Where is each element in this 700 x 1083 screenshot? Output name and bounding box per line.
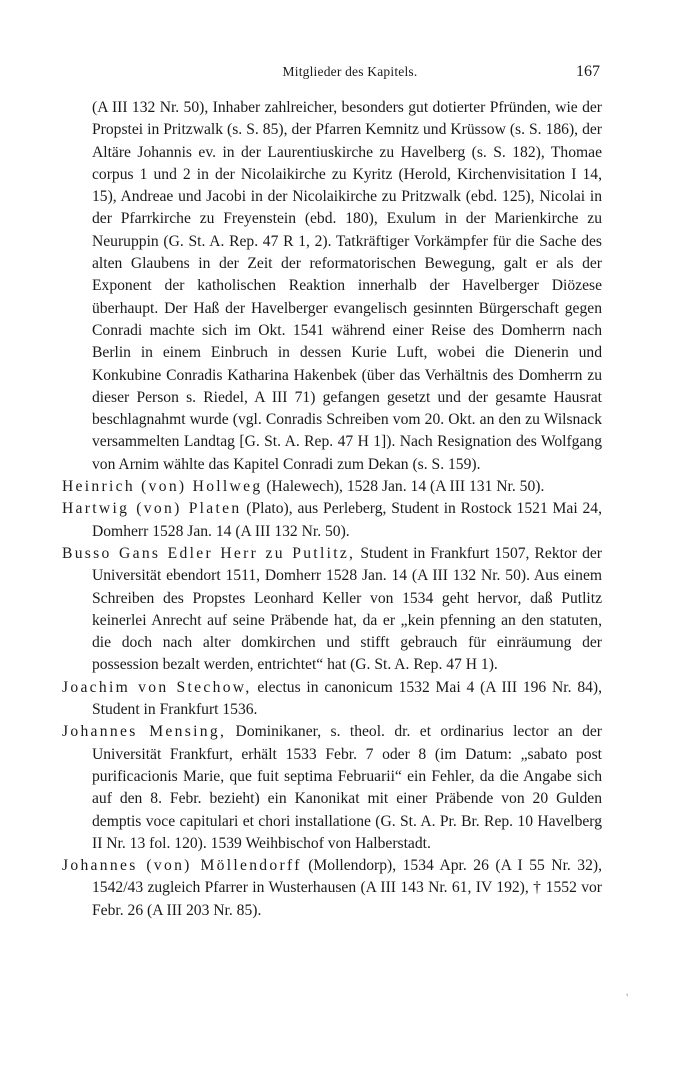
entry-text: Dominikaner, s. theol. dr. et ordinarius lector an der Universität Frankfurt, erhält 1533 Febr. 7 oder 8 (im Datum: „sabato post purificacionis Marie, que fuit septima Februarii“ ein Fehler, da die Angabe sich auf den 8. Febr. bezieht) ein Kanonikat mit einer Präbende von 20 Gulden demptis voce capitulari et chori installatione (G. St. A. Pr. Br. Rep. 10 Havelberg II Nr. 13 fol. 120). 1539 Weihbischof von Halberstadt. — [92, 723, 602, 852]
entry-name: Heinrich (von) Hollweg — [62, 478, 263, 496]
page-body — [62, 97, 602, 922]
entry-text: (Plato), aus Perleberg, Student in Rostock 1521 Mai 24, Domherr 1528 Jan. 14 (A III 132 Nr. 50). — [92, 500, 602, 540]
entry-text: (Halewech), 1528 Jan. 14 (A III 131 Nr. 50). — [262, 478, 545, 496]
entry-platen — [62, 498, 602, 543]
entry-name: Hartwig (von) Platen — [62, 500, 242, 518]
entry-putlitz — [62, 543, 602, 677]
pencil-mark-icon: ′ — [624, 991, 633, 1004]
entry-text: Student in Frankfurt 1507, Rektor der Universität ebendort 1511, Domherr 1528 Jan. 14 (A III 132 Nr. 50). Aus einem Schreiben des Propstes Leonhard Keller von 1534 geht hervor, daß Putlitz keinerlei Anrecht auf seine Präbende hat, da er „kein pfenning an den statuten, die doch nach alter domkirchen und stifft gebrauch für einräumung der possession bezalt werden, entrichtet“ hat (G. St. A. Rep. 47 H 1). — [92, 544, 602, 674]
entry-name: Johannes Mensing, — [62, 723, 227, 741]
page-header — [0, 64, 700, 84]
entry-stechow — [62, 677, 602, 722]
entry-name: Joachim von Stechow, — [62, 678, 252, 696]
page-number: 167 — [576, 63, 600, 80]
running-title: Mitglieder des Kapitels. — [282, 64, 418, 79]
entry-mensing — [62, 721, 602, 855]
entry-text: (Mollendorp), 1534 Apr. 26 (A I 55 Nr. 32), 1542/43 zugleich Pfarrer in Wusterhausen (A III 143 Nr. 61, IV 192), † 1552 vor Febr. 26 (A III 203 Nr. 85). — [92, 857, 602, 919]
entry-text: electus in canonicum 1532 Mai 4 (A III 196 Nr. 84), Student in Frankfurt 1536. — [92, 678, 602, 719]
entry-moellendorff — [62, 855, 602, 922]
entry-hollweg — [62, 476, 602, 498]
entry-name: Busso Gans Edler Herr zu Putlitz, — [62, 544, 356, 562]
entry-name: Johannes (von) Möllendorff — [62, 857, 302, 875]
continued-entry-text: (A III 132 Nr. 50), Inhaber zahlreicher, besonders gut dotierter Pfründen, wie der Propstei in Pritzwalk (s. S. 85), der Pfarren Kemnitz und Krüssow (s. S. 186), der Altäre Johannis ev. in der Laurentiuskirche zu Havelberg (s. S. 182), Thomae corpus 1 und 2 in der Nicolaikirche zu Kyritz (Herold, Kirchenvisitation I 14, 15), Andreae und Jacobi in der Nicolaikirche zu Pritzwalk (ebd. 125), Nicolai in der Pfarrkirche zu Freyenstein (ebd. 180), Exulum in der Marienkirche zu Neuruppin (G. St. A. Rep. 47 R 1, 2). Tatkräftiger Vorkämpfer für die Sache des alten Glaubens in der Zeit der reformatorischen Bewegung, galt er als der Exponent der katholischen Reaktion innerhalb der Havelberger Diözese überhaupt. Der Haß der Havelberger evangelisch gesinnten Bürgerschaft gegen Conradi machte sich im Okt. 1541 während einer Reise des Domherrn nach Berlin in einem Einbruch in dessen Kurie Luft, wobei die Dienerin und Konkubine Conradis Katharina Hakenbek (über das Verhältnis des Domherrn zu dieser Person s. Riedel, A III 71) gefangen gesetzt und der gesamte Hausrat beschlagnahmt wurde (vgl. Conradis Schreiben vom 20. Okt. an den zu Wilsnack versammelten Landtag [G. St. A. Rep. 47 H 1]). Nach Resignation des Wolfgang von Arnim wählte das Kapitel Conradi zum Dekan (s. S. 159). — [92, 99, 602, 473]
